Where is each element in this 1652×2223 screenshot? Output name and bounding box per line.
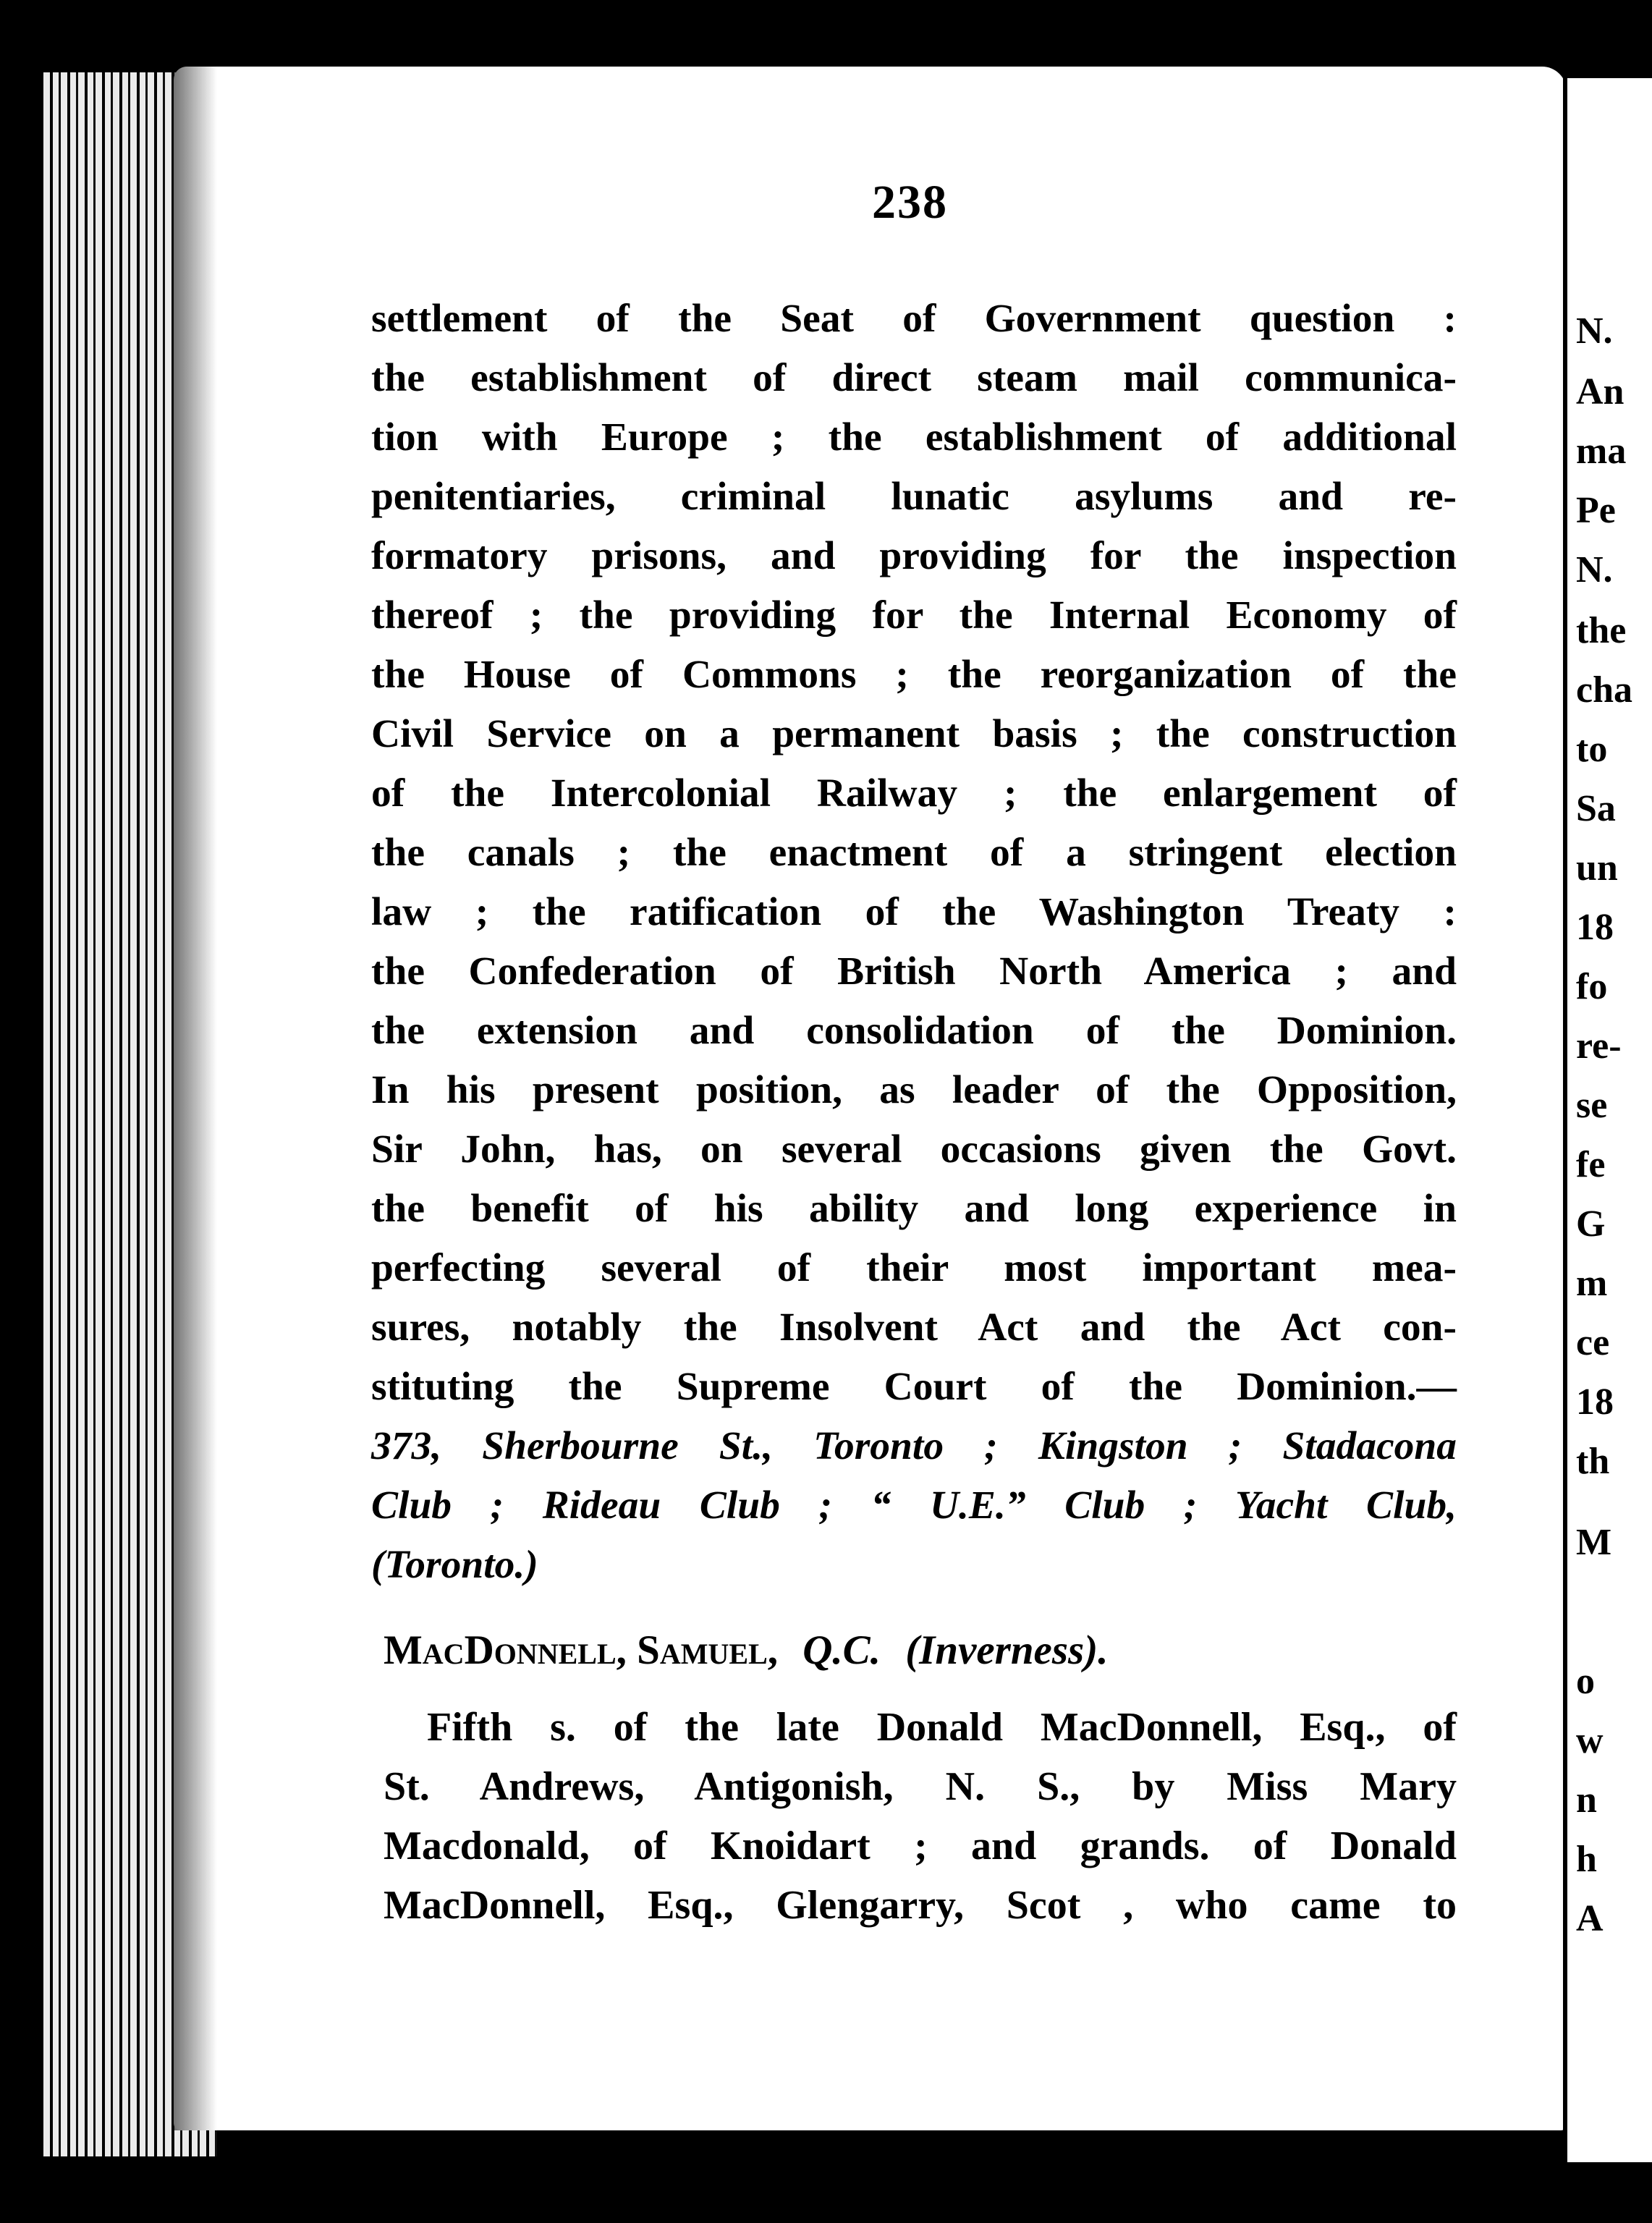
facing-fragment: re- (1576, 1025, 1622, 1067)
page-number: 238 (872, 176, 948, 229)
text-line: Sir John, has, on several occasions given the Govt. (371, 1127, 1457, 1172)
text-line: tion with Europe ; the establishment of additional (371, 415, 1457, 460)
text-line: penitentiaries, criminal lunatic asylums and re- (371, 475, 1457, 519)
facing-fragment: N. (1576, 549, 1613, 590)
text-line: MacDonnell, Esq., Glengarry, Scot , who came to (384, 1883, 1457, 1928)
facing-fragment: m (1576, 1263, 1608, 1304)
text-line: the benefit of his ability and long experience in (371, 1187, 1457, 1231)
text-line: of the Intercolonial Railway ; the enlargement of (371, 771, 1457, 816)
text-line: the House of Commons ; the reorganization of the (371, 653, 1457, 697)
facing-fragment: fo (1576, 966, 1608, 1007)
entry-heading (384, 1621, 1108, 1680)
facing-fragment: to (1576, 729, 1608, 770)
facing-fragment: th (1576, 1441, 1610, 1482)
address-line: (Toronto.) (371, 1543, 538, 1587)
text-line: law ; the ratification of the Washington Treaty : (371, 890, 1457, 934)
text-line: the extension and consolidation of the Dominion. (371, 1009, 1457, 1053)
entry-title: Q.C. (802, 1627, 881, 1673)
text-line: formatory prisons, and providing for the inspection (371, 534, 1457, 578)
facing-fragment: o (1576, 1661, 1595, 1702)
text-line: Civil Service on a permanent basis ; the construction (371, 712, 1457, 756)
facing-fragment: w (1576, 1720, 1604, 1761)
facing-fragment: the (1576, 610, 1627, 651)
text-line: settlement of the Seat of Government question : (371, 297, 1457, 341)
facing-fragment: M (1576, 1522, 1612, 1563)
text-line: the establishment of direct steam mail communica- (371, 356, 1457, 400)
facing-fragment: ma (1576, 431, 1627, 472)
entry-forename: Samuel, (637, 1627, 779, 1673)
text-line: St. Andrews, Antigonish, N. S., by Miss Mary (384, 1764, 1457, 1809)
address-line: 373, Sherbourne St., Toronto ; Kingston ; Stadacona (371, 1424, 1457, 1468)
text-line: the Confederation of British North America ; and (371, 949, 1457, 994)
text-line: In his present position, as leader of the Opposition, (371, 1068, 1457, 1112)
facing-fragment: h (1576, 1839, 1597, 1880)
gutter-shadow (174, 67, 217, 2130)
text-line: Macdonald, of Knoidart ; and grands. of Donald (384, 1824, 1457, 1868)
text-line: the canals ; the enactment of a stringent election (371, 831, 1457, 875)
text-line: perfecting several of their most important mea- (371, 1246, 1457, 1290)
facing-fragment: ce (1576, 1322, 1610, 1363)
facing-fragment: 18 (1576, 1381, 1614, 1423)
facing-fragment: N. (1576, 310, 1613, 352)
facing-fragment: n (1576, 1779, 1597, 1821)
facing-fragment: An (1576, 371, 1625, 412)
facing-fragment: cha (1576, 669, 1632, 711)
facing-fragment: A (1576, 1898, 1604, 1939)
text-line: Fifth s. of the late Donald MacDonnell, Esq., of (427, 1705, 1457, 1750)
address-line: Club ; Rideau Club ; “ U.E.” Club ; Yacht Club, (371, 1483, 1457, 1528)
facing-fragment: Sa (1576, 788, 1616, 829)
scan-speck (390, 2165, 410, 2190)
facing-fragment: un (1576, 847, 1618, 889)
text-line: thereof ; the providing for the Internal Economy of (371, 593, 1457, 638)
entry-constituency: (Inverness). (905, 1627, 1109, 1673)
entry-surname: MacDonnell, (384, 1627, 627, 1673)
facing-fragment: G (1576, 1203, 1606, 1245)
facing-fragment: Pe (1576, 490, 1616, 531)
text-line: stituting the Supreme Court of the Dominion.— (371, 1365, 1457, 1409)
facing-fragment: 18 (1576, 907, 1614, 948)
text-line: sures, notably the Insolvent Act and the Act con- (371, 1305, 1457, 1350)
facing-fragment: se (1576, 1085, 1608, 1126)
facing-fragment: fe (1576, 1144, 1606, 1185)
